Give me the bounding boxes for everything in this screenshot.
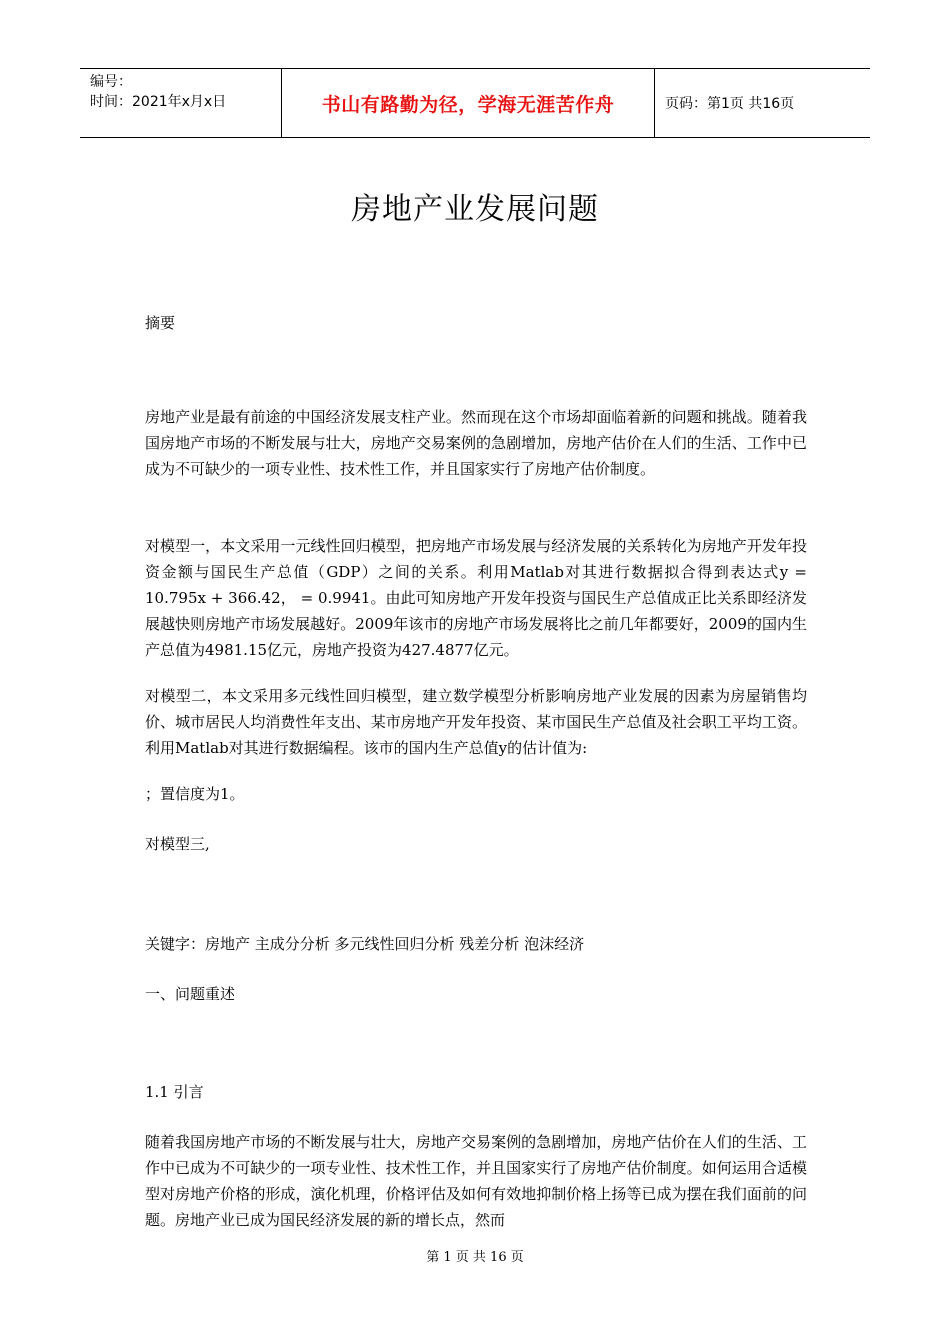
abstract-paragraph-4: ；置信度为1。	[145, 785, 245, 803]
header-number: 编号：	[90, 74, 132, 90]
section-1-1-heading: 1.1 引言	[145, 1083, 204, 1101]
header-meta	[80, 69, 282, 137]
keywords: 关键字：房地产 主成分分析 多元线性回归分析 残差分析 泡沫经济	[145, 935, 585, 953]
page-footer: 第 1 页 共 16 页	[426, 1250, 524, 1265]
abstract-paragraph-2: 对模型一，本文采用一元线性回归模型，把房地产市场发展与经济发展的关系转化为房地产开发年投资金额与国民生产总值（GDP）之间的关系。利用Matlab对其进行数据拟合得到表达式y = 10.795x + 366.42， = 0.9941。由此可知房地产开发年投资与国民生产总值成正比关系即经济发展越快则房地产市场发展越好。2009年该市的房地产市场发展将比之前几年都要好，2009的国内生产总值为4981.15亿元，房地产投资为427.4877亿元。	[145, 537, 807, 659]
header-motto: 书山有路勤为径，学海无涯苦作舟	[282, 69, 655, 137]
document-header	[80, 68, 870, 138]
header-time: 时间：2021年x月x日	[90, 94, 227, 110]
abstract-paragraph-1: 房地产业是最有前途的中国经济发展支柱产业。然而现在这个市场却面临着新的问题和挑战。随着我国房地产市场的不断发展与壮大，房地产交易案例的急剧增加，房地产估价在人们的生活、工作中已成为不可缺少的一项专业性、技术性工作，并且国家实行了房地产估价制度。	[145, 408, 807, 478]
section-1-1-paragraph: 随着我国房地产市场的不断发展与壮大，房地产交易案例的急剧增加，房地产估价在人们的生活、工作中已成为不可缺少的一项专业性、技术性工作，并且国家实行了房地产估价制度。如何运用合适模型对房地产价格的形成，演化机理，价格评估及如何有效地抑制价格上扬等已成为摆在我们面前的问题。房地产业已成为国民经济发展的新的增长点，然而	[145, 1133, 807, 1229]
abstract-paragraph-3: 对模型二，本文采用多元线性回归模型，建立数学模型分析影响房地产业发展的因素为房屋销售均价、城市居民人均消费性年支出、某市房地产开发年投资、某市国民生产总值及社会职工平均工资。利用Matlab对其进行数据编程。该市的国内生产总值y的估计值为:	[145, 687, 807, 757]
section-1-heading: 一、问题重述	[145, 985, 236, 1003]
abstract-heading: 摘要	[145, 314, 176, 332]
abstract-paragraph-5: 对模型三,	[145, 835, 210, 853]
header-page-info: 页码：第1页 共16页	[665, 96, 795, 112]
document-title: 房地产业发展问题	[351, 192, 599, 228]
